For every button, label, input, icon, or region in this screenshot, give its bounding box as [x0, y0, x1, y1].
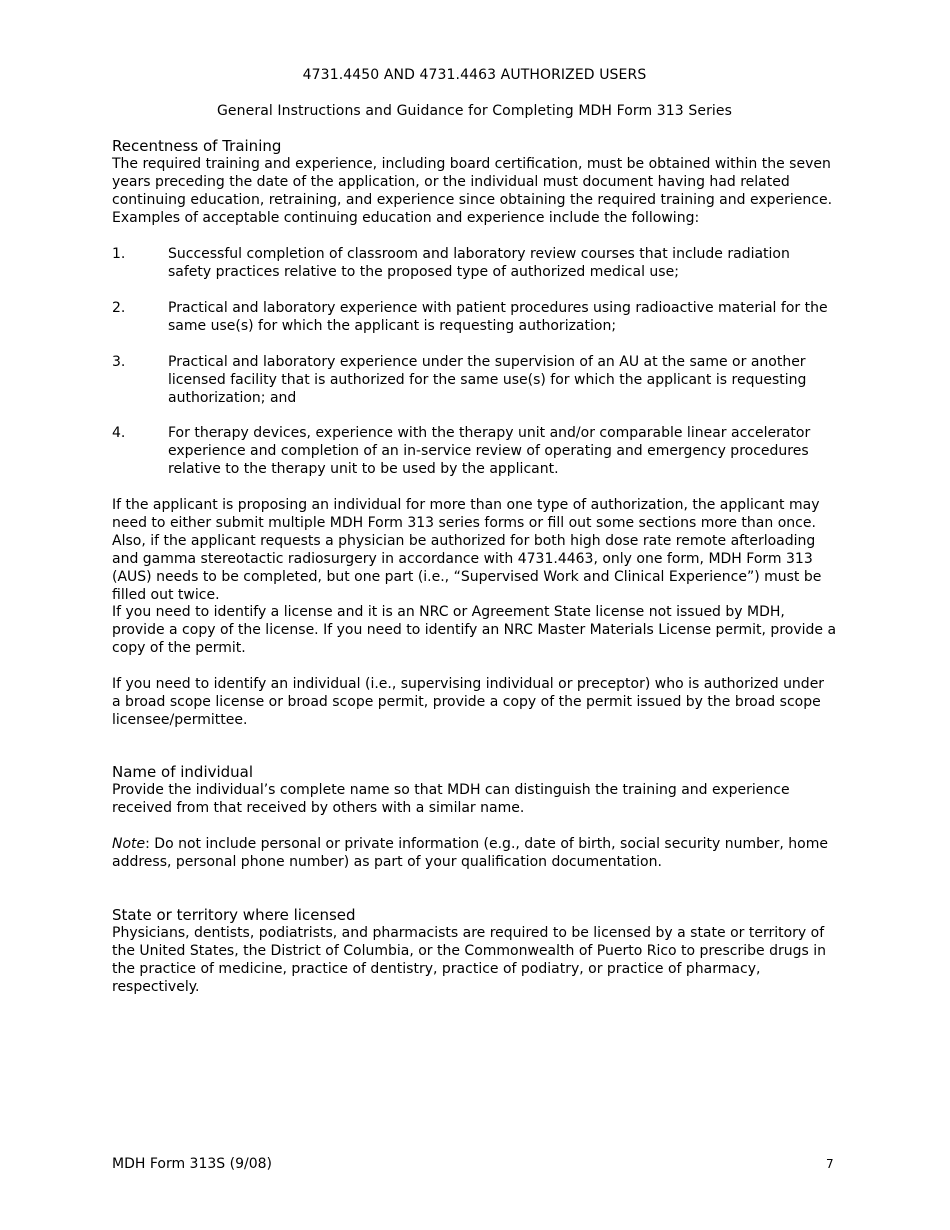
paragraph-multiple-authorizations [112, 496, 837, 604]
section-heading-name: Name of individual [112, 763, 254, 781]
section-heading-recentness: Recentness of Training [112, 137, 282, 155]
name-body: Provide the individual’s complete name so that MDH can distinguish the training and experience received from that received by others with a similar name. [112, 782, 790, 816]
list-text: Practical and laboratory experience under the supervision of an AU at the same or another licensed facility that is authorized for the same use(s) for which the applicant is requesting authorization; and [168, 354, 807, 406]
paragraph-text: If you need to identify an individual (i.e., supervising individual or preceptor) who is authorized under a broad scope license or broad scope permit, provide a copy of the permit issued by the broad scope licensee/permittee. [112, 676, 825, 728]
state-body: Physicians, dentists, podiatrists, and pharmacists are required to be licensed by a state or territory of the United States, the District of Columbia, or the Commonwealth of Puerto Rico to prescribe drugs in the practice of medicine, practice of dentistry, practice of podiatry, or practice of pharmacy, respectively. [112, 925, 826, 995]
list-number: 4. [112, 425, 126, 441]
paragraph-license-copy [112, 603, 837, 657]
list-text: Practical and laboratory experience with patient procedures using radioactive material for the same use(s) for which the applicant is requesting authorization; [168, 300, 828, 334]
footer-form-id: MDH Form 313S (9/08) [112, 1156, 272, 1172]
recentness-section [112, 137, 837, 227]
list-number: 3. [112, 354, 126, 370]
paragraph-broad-scope [112, 675, 837, 729]
recentness-intro: The required training and experience, including board certification, must be obtained within the seven years preceding the date of the application, or the individual must document having had related continuing education, retraining, and experience since obtaining the required training and experience. Examples of acceptable continuing education and experience include the following: [112, 156, 833, 226]
list-text: For therapy devices, experience with the therapy unit and/or comparable linear accelerator experience and completion of an in-service review of operating and emergency procedures relative to the therapy unit to be used by the applicant. [168, 425, 811, 477]
footer-page-number: 7 [826, 1157, 834, 1171]
name-section [112, 763, 837, 817]
paragraph-text: If you need to identify a license and it is an NRC or Agreement State license not issued by MDH, provide a copy of the license. If you need to identify an NRC Master Materials License permit, provide a copy of the permit. [112, 604, 837, 656]
document-subtitle: General Instructions and Guidance for Completing MDH Form 313 Series [216, 103, 733, 119]
paragraph-text: If the applicant is proposing an individual for more than one type of authorization, the applicant may need to either submit multiple MDH Form 313 series forms or fill out some sections more than once. Also, if the applicant requests a physician be authorized for both high dose rate remote afterloading and gamma stereotactic radiosurgery in accordance with 4731.4463, only one form, MDH Form 313 (AUS) needs to be completed, but one part (i.e., “Supervised Work and Clinical Experience”) must be filled out twice. [112, 497, 822, 603]
document-title: 4731.4450 AND 4731.4463 AUTHORIZED USERS [302, 67, 647, 83]
state-section [112, 906, 837, 996]
list-number: 2. [112, 300, 126, 316]
note-body: : Do not include personal or private information (e.g., date of birth, social security number, home address, personal phone number) as part of your qualification documentation. [112, 836, 828, 870]
note-paragraph [112, 835, 837, 871]
list-number: 1. [112, 246, 126, 262]
section-heading-state: State or territory where licensed [112, 906, 356, 924]
note-label: Note [112, 836, 146, 852]
note-text [112, 835, 837, 871]
list-text: Successful completion of classroom and laboratory review courses that include radiation safety practices relative to the proposed type of authorized medical use; [168, 246, 790, 280]
